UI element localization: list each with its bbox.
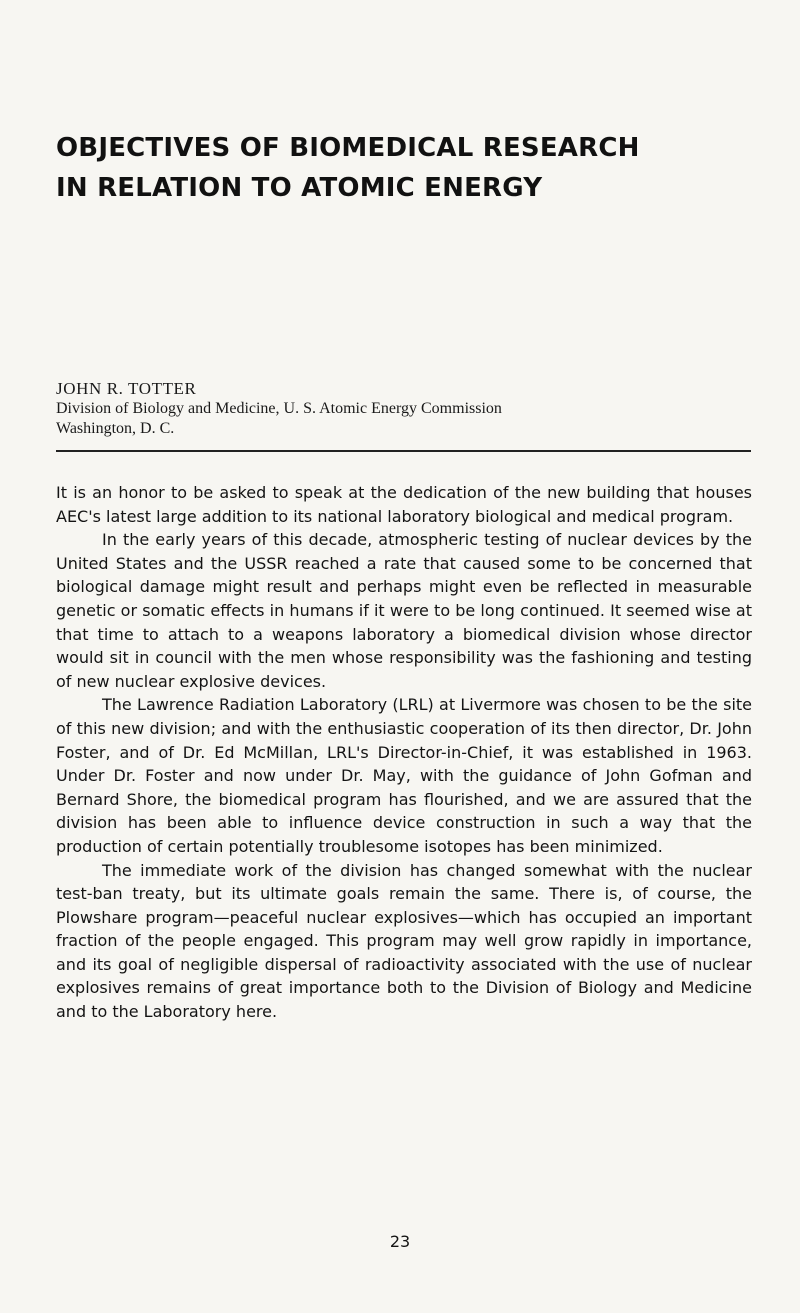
paragraph-1: It is an honor to be asked to speak at the dedication of the new building that houses AEC's latest large addition to its national laboratory biological and medical program. [56,483,752,526]
article-body [56,481,752,1024]
title-line-2: IN RELATION TO ATOMIC ENERGY [56,173,543,203]
article-title [56,128,756,208]
header-divider [56,450,751,452]
paragraph-2: In the early years of this decade, atmospheric testing of nuclear devices by the United States and the USSR reached a rate that caused some to be concerned that biological damage might result and perhaps might even be reflected in measurable genetic or somatic effects in humans if it were to be long continued. It seemed wise at that time to attach to a weapons laboratory a biomedical division whose director would sit in council with the men whose responsibility was the fashioning and testing of new nuclear explosive devices. [56,530,752,691]
author-affiliation: Division of Biology and Medicine, U. S. Atomic Energy Commission [56,400,502,417]
page-number: 23 [389,1232,411,1251]
author-name: JOHN R. TOTTER [56,379,197,398]
author-location: Washington, D. C. [56,420,175,437]
author-block [56,378,756,439]
paragraph-4: The immediate work of the division has changed somewhat with the nuclear test-ban treaty, but its ultimate goals remain the same. There is, of course, the Plowshare program—peaceful nuclear explosives—which has occupied an important fraction of the people engaged. This program may well grow rapidly in importance, and its goal of negligible dispersal of radioactivity associated with the use of nuclear explosives remains of great importance both to the Division of Biology and Medicine and to the Laboratory here. [56,860,752,1022]
title-line-1: OBJECTIVES OF BIOMEDICAL RESEARCH [56,133,640,163]
paragraph-3: The Lawrence Radiation Laboratory (LRL) at Livermore was chosen to be the site of this new division; and with the enthusiastic cooperation of its then director, Dr. John Foster, and of Dr. Ed McMillan, LRL's Director-in-Chief, it was established in 1963. Under Dr. Foster and now under Dr. May, with the guidance of John Gofman and Bernard Shore, the biomedical program has flourished, and we are assured that the division has been able to influence device construction in such a way that the production of certain potentially troublesome isotopes has been minimized. [56,695,752,856]
